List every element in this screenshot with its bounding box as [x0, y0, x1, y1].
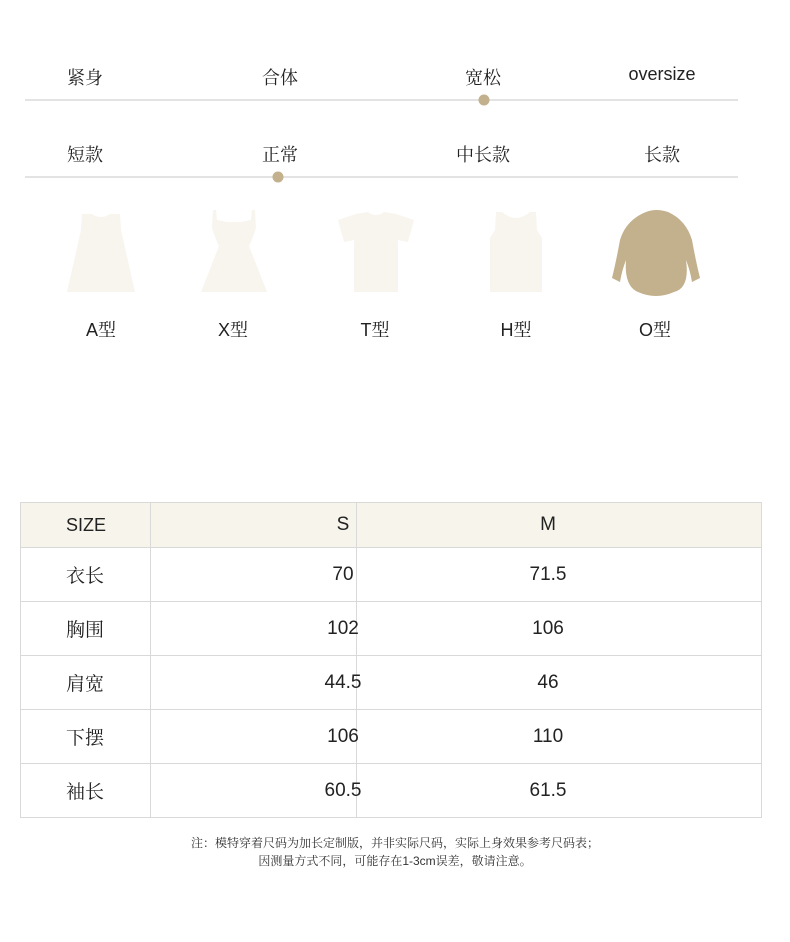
- table-cell: 71.5: [357, 548, 762, 602]
- table-cell: 44.5: [151, 656, 357, 710]
- row-label: 肩宽: [21, 656, 151, 710]
- fit-scale: [25, 60, 738, 105]
- row-label: 衣长: [21, 548, 151, 602]
- table-cell: 60.5: [151, 764, 357, 818]
- silhouette-label: A型: [85, 320, 117, 340]
- fit-selected-marker: [479, 95, 490, 106]
- table-cell: 106: [357, 602, 762, 656]
- table-header-row: [21, 503, 762, 548]
- o-shape-sweater-icon: [610, 208, 702, 296]
- length-label: 中长款: [456, 145, 510, 165]
- silhouette-label: X型: [217, 320, 249, 340]
- silhouette-label: O型: [638, 320, 672, 340]
- table-row: [21, 602, 762, 656]
- table-cell: 61.5: [357, 764, 762, 818]
- table-row: [21, 764, 762, 818]
- a-line-dress-icon: [64, 208, 138, 296]
- length-label: 长款: [644, 145, 680, 165]
- silhouette-options: [0, 200, 790, 350]
- table-row: [21, 548, 762, 602]
- table-cell: 110: [357, 710, 762, 764]
- row-label: 下摆: [21, 710, 151, 764]
- t-shirt-icon: [336, 208, 416, 296]
- table-row: [21, 656, 762, 710]
- header-cell: M: [357, 503, 762, 548]
- length-selected-marker: [273, 172, 284, 183]
- h-shape-tank-icon: [486, 208, 546, 296]
- table-cell: 106: [151, 710, 357, 764]
- size-note: [0, 834, 790, 870]
- fit-label: oversize: [628, 64, 696, 84]
- header-cell: S: [151, 503, 357, 548]
- fit-label: 合体: [262, 68, 298, 88]
- length-label: 正常: [262, 145, 298, 165]
- row-label: 袖长: [21, 764, 151, 818]
- size-table: [20, 502, 762, 818]
- fit-scale-line: [25, 99, 738, 101]
- fit-label: 紧身: [67, 68, 103, 88]
- header-cell: SIZE: [21, 503, 151, 548]
- row-label: 胸围: [21, 602, 151, 656]
- note-line: 注：模特穿着尺码为加长定制版，并非实际尺码，实际上身效果参考尺码表；: [190, 836, 599, 850]
- table-cell: 102: [151, 602, 357, 656]
- length-scale-line: [25, 176, 738, 178]
- fit-label: 宽松: [465, 68, 501, 88]
- silhouette-label: H型: [500, 320, 532, 340]
- x-shape-dress-icon: [198, 208, 270, 296]
- length-label: 短款: [67, 145, 103, 165]
- length-scale: [25, 137, 738, 182]
- silhouette-label: T型: [360, 320, 390, 340]
- table-cell: 46: [357, 656, 762, 710]
- table-row: [21, 710, 762, 764]
- table-cell: 70: [151, 548, 357, 602]
- note-line: 因测量方式不同，可能存在1-3cm误差，敬请注意。: [258, 854, 532, 868]
